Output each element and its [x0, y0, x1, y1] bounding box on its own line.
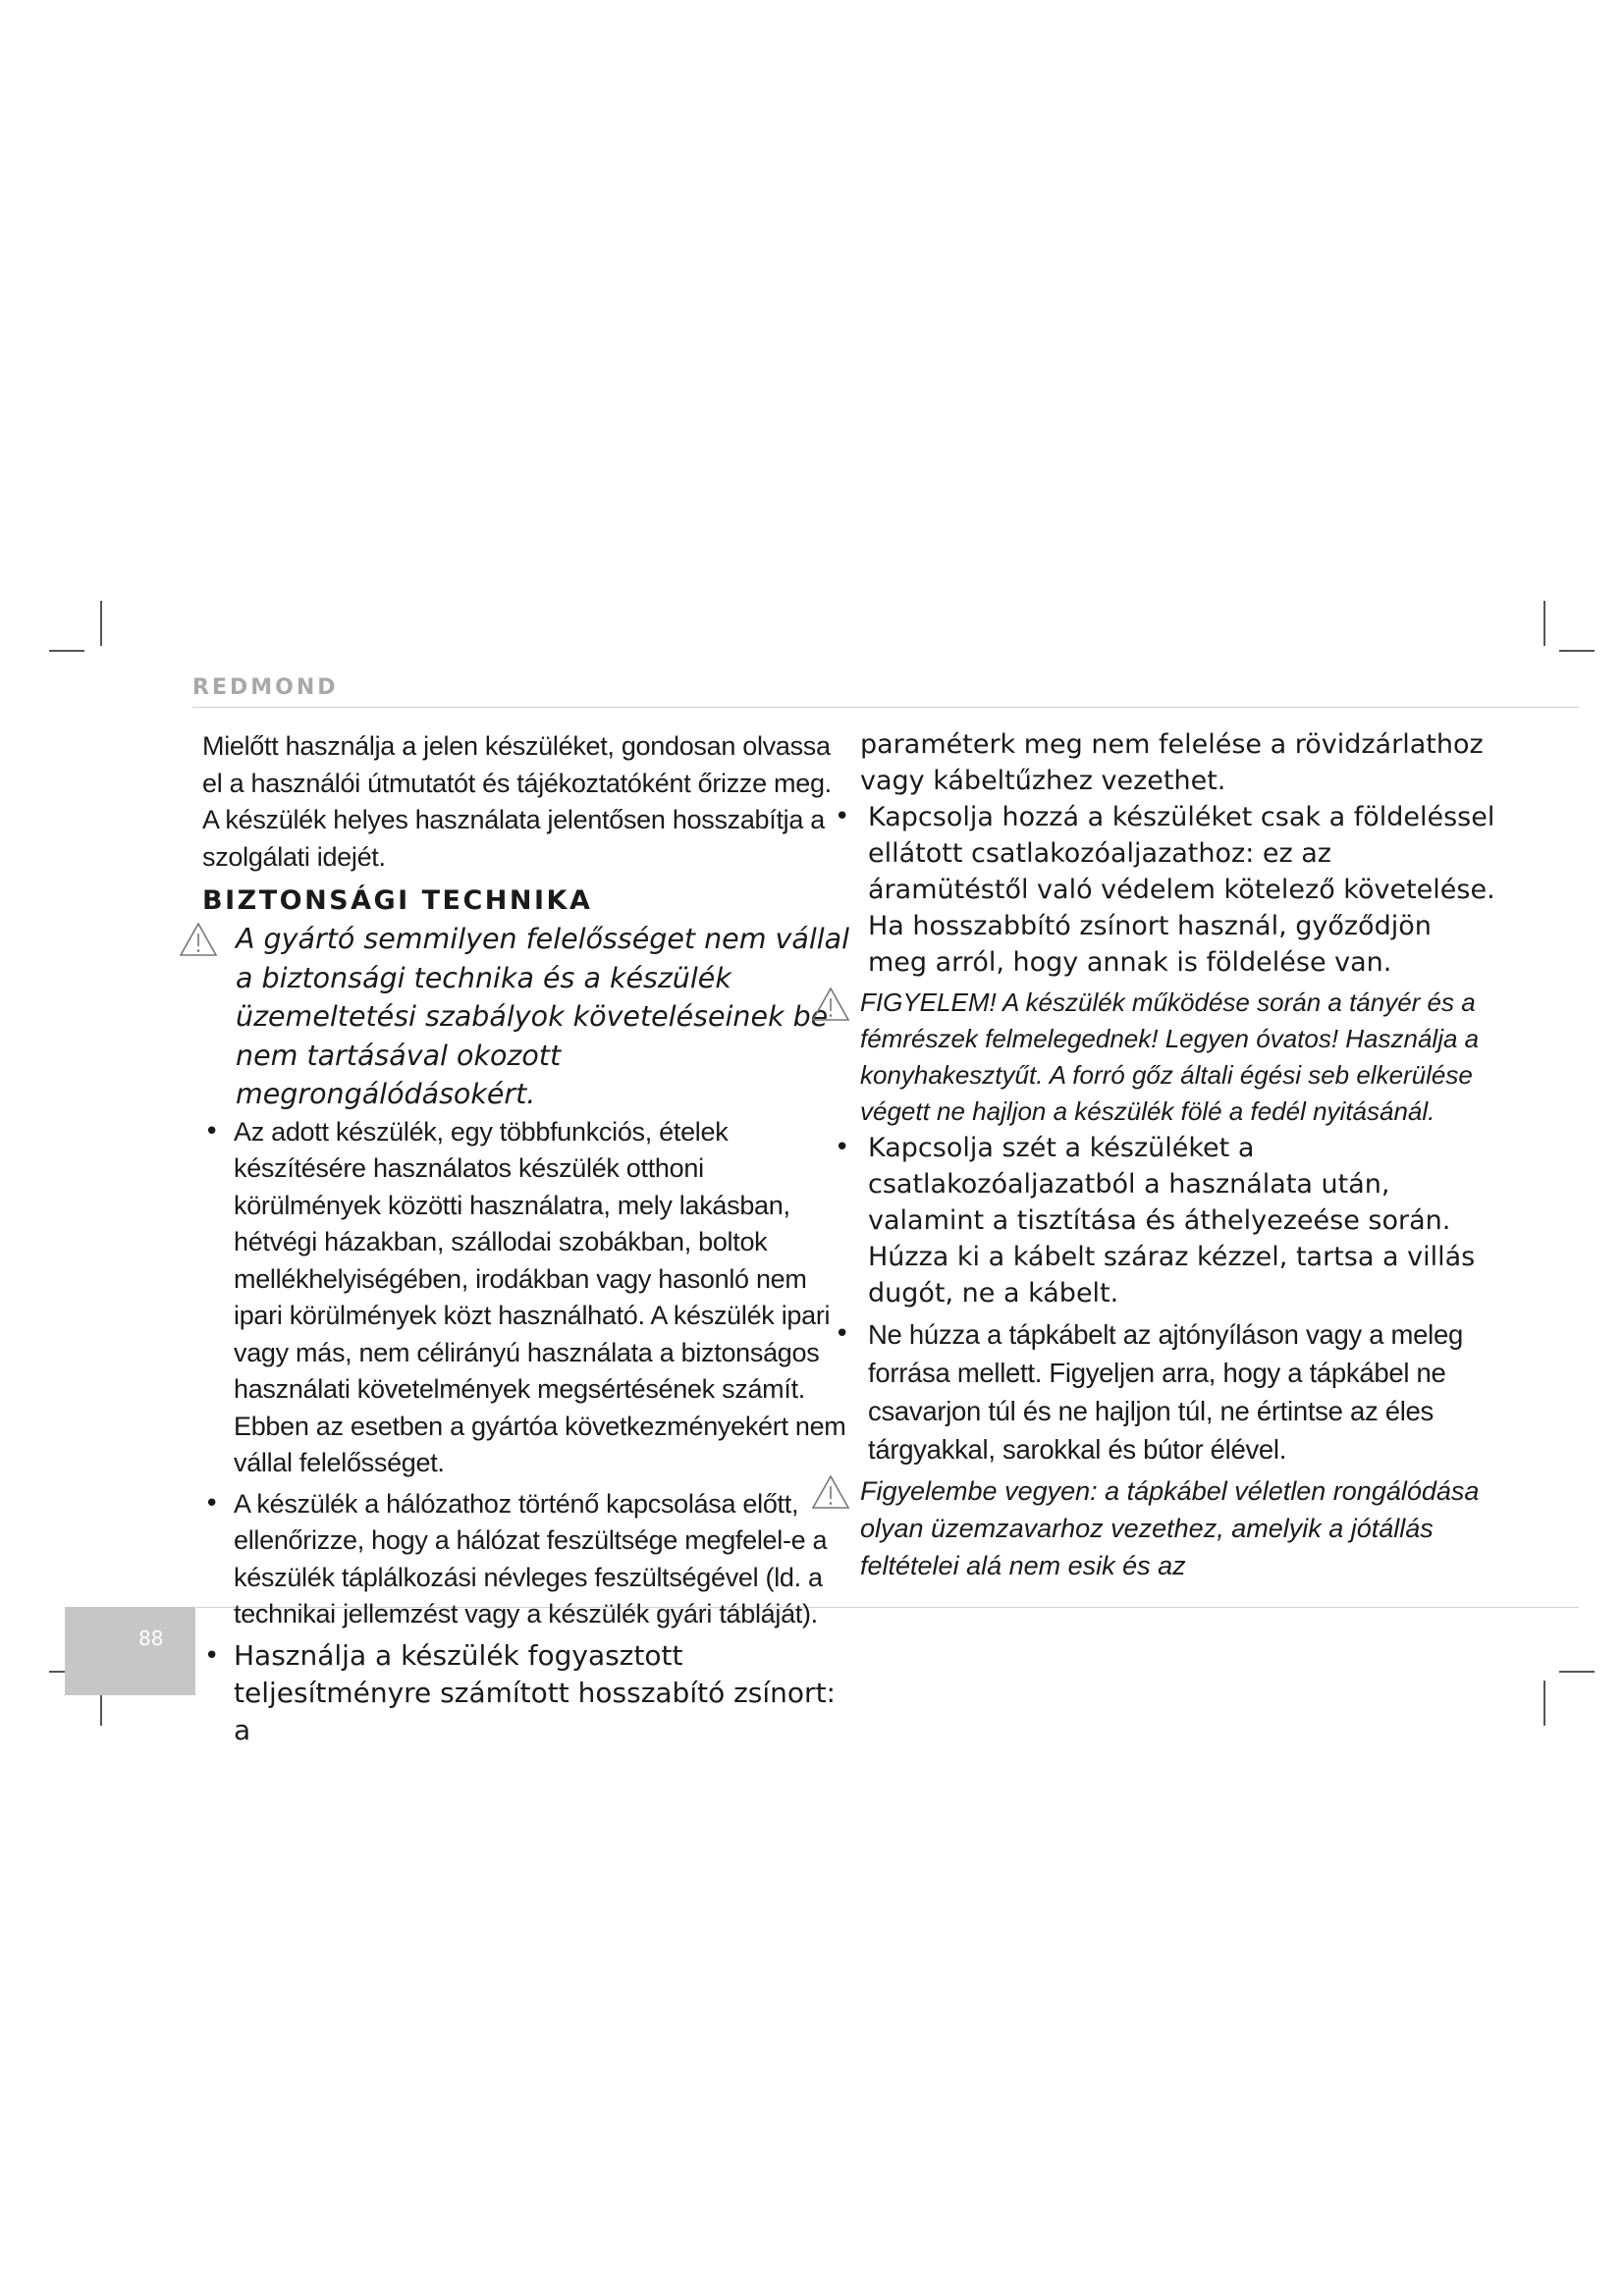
list-item: • Ne húzza a tápkábelt az ajtónyíláson vagy a meleg forrása mellett. Figyeljen arra, hogy a tápkábel ne csavarjon túl és ne hajljon túl, ne értintse az éles tárgyakkal, sarokkal és bútor élével. — [860, 1315, 1498, 1468]
list-item: • Az adott készülék, egy többfunkciós, ételek készítésére használatos készülék otthoni körülmények közötti használatra, mely lakásban, hétvégi házakban, szállodai szobákban, boltok mellékhelyiségében, irodákban vagy hasonló nem ipari körülmények közt használható. A készülék ipari vagy más, nem célirányú használata a biztonságos használati követelmények megsértésének számít. Ebben az esetben a gyártóa következményekért nem vállal felelősséget. — [202, 1114, 850, 1482]
attention-warning — [860, 985, 1498, 1130]
warning-icon — [811, 987, 850, 1022]
list-item: • Kapcsolja szét a készüléket a csatlakozóaljazatból a használata után, valamint a tisztítása és áthelyezeése során. Húzza ki a kábelt száraz kézzel, tartsa a villás dugót, ne a kábelt. — [860, 1130, 1498, 1311]
intro-paragraph: Mielőtt használja a jelen készüléket, gondosan olvassa el a használói útmutatót és tájékoztatóként őrizze meg. A készülék helyes használata jelentősen hosszabítja a szolgálati idejét. — [202, 731, 832, 872]
crop-mark — [1543, 1681, 1545, 1726]
list-item: • A készülék a hálózathoz történő kapcsolása előtt, ellenőrizze, hogy a hálózat feszültsége megfelel-e a készülék táplálkozási névleges feszültségével (ld. a technikai jellemzést vagy a készülék gyári tábláját). — [202, 1486, 850, 1633]
crop-mark — [100, 601, 102, 646]
brand-logo: REDMOND — [192, 675, 339, 700]
page-number: 88 — [138, 1627, 164, 1650]
continuation-text: paraméterk meg nem felelése a rövidzárlathoz vagy kábeltűzhez vezethet. — [860, 729, 1484, 796]
list-item: • Kapcsolja hozzá a készüléket csak a földeléssel ellátott csatlakozóaljazathoz: ez az áramütéstől való védelem kötelező követelése. Ha hosszabbító zsínort használ, győződjön meg arról, hogy annak is földelése van. — [860, 799, 1498, 981]
crop-mark — [1559, 1671, 1595, 1673]
list-item: • Használja a készülék fogyasztott teljesítményre számított hosszabító zsínort: a — [202, 1637, 850, 1749]
crop-mark — [1559, 650, 1595, 652]
warning-icon — [811, 1474, 850, 1510]
section-heading: BIZTONSÁGI TECHNIKA — [202, 885, 593, 916]
disclaimer-text: A gyártó semmilyen felelősséget nem vállal a biztonsági technika és a készülék üzemeltetési szabályok követeléseinek be nem tartásával okozott megrongálódásokért. — [236, 923, 850, 1110]
cable-warning — [860, 1472, 1498, 1584]
page-number-box — [65, 1607, 195, 1695]
right-column — [860, 726, 1498, 1584]
right-bullet-list-1 — [860, 799, 1498, 981]
crop-mark — [1543, 601, 1545, 646]
attention-text: FIGYELEM! A készülék működése során a tányér és a fémrészek felmelegednek! Legyen óvatos! Használja a konyhakesztyűt. A forró gőz általi égési seb elkerülése végett ne hajljon a készülék fölé a fedél nyitásánál. — [860, 988, 1480, 1126]
left-bullet-list — [202, 1114, 850, 1749]
right-bullet-list-2 — [860, 1130, 1498, 1468]
header-rule — [192, 707, 1579, 708]
left-column — [202, 728, 850, 1749]
crop-mark — [49, 650, 84, 652]
disclaimer-warning — [202, 920, 850, 1114]
warning-icon — [179, 922, 218, 957]
cable-warning-text: Figyelembe vegyen: a tápkábel véletlen rongálódása olyan üzemzavarhoz vezethez, amelyik a jótállás feltételei alá nem esik és az — [860, 1476, 1480, 1580]
